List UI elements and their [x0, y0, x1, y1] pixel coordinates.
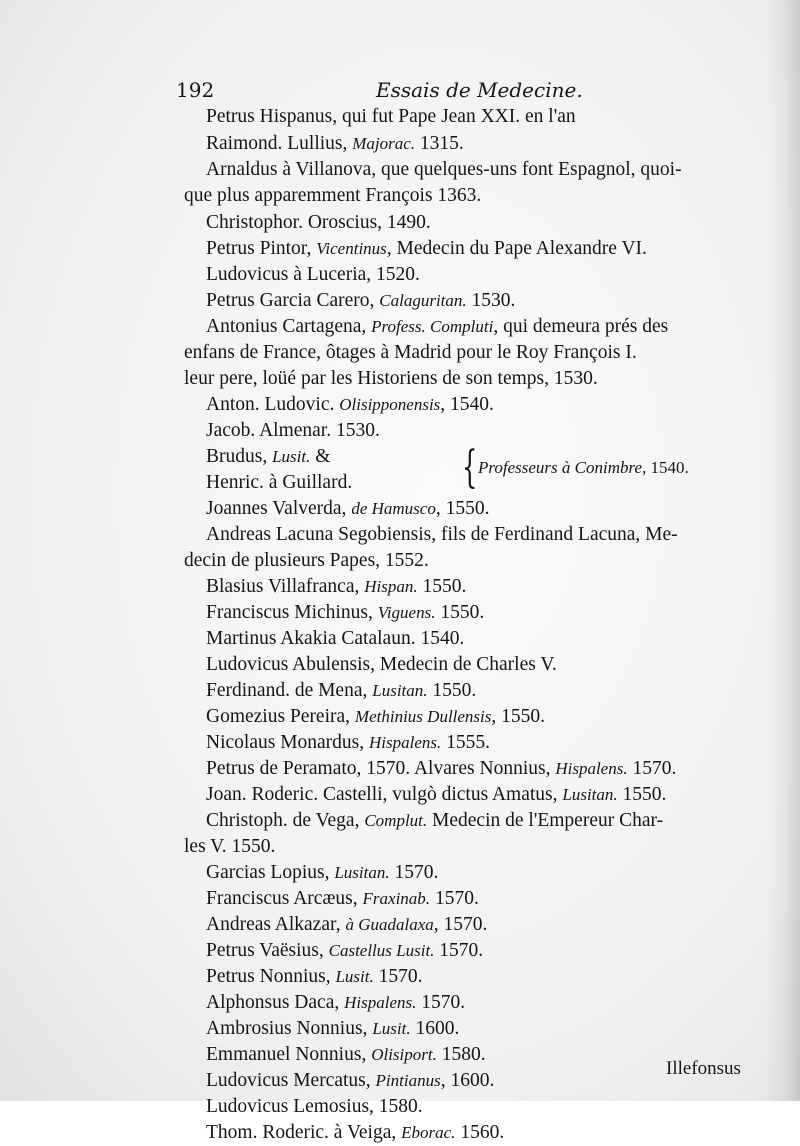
entry-line: [206, 912, 487, 938]
entry-text: 1570.: [627, 758, 677, 779]
entry-italic-text: de Hamusco: [351, 499, 436, 518]
entry-line: [206, 756, 676, 782]
entry-text: , 1540.: [440, 394, 494, 415]
bracket-italic: Professeurs à Conimbre: [478, 458, 643, 477]
entry-line: [206, 210, 431, 236]
running-title: Essais de Medecine.: [376, 78, 583, 102]
entry-italic-text: Calaguritan.: [379, 291, 467, 310]
page-number: 192: [176, 78, 215, 102]
entry-text: Franciscus Arcæus,: [206, 888, 363, 909]
entry-text: Nicolaus Monardus,: [206, 732, 370, 753]
bracket-suffix: , 1540.: [642, 458, 689, 477]
entry-line: [206, 522, 678, 548]
entry-italic-text: Methinius Dullensis: [354, 707, 492, 726]
entry-line: [184, 340, 637, 366]
entry-italic-text: Lusitan.: [562, 785, 618, 804]
entry-line: [206, 288, 515, 314]
entry-line: [206, 652, 557, 678]
entry-line: [206, 262, 420, 288]
entry-line: [206, 600, 484, 626]
entry-text: Anton. Ludovic.: [206, 394, 340, 415]
entry-text: Joan. Roderic. Castelli, vulgò dictus Amatus,: [206, 784, 563, 805]
entry-text: Franciscus Michinus,: [206, 602, 378, 623]
entry-text: Christophor. Oroscius, 1490.: [206, 212, 431, 233]
entry-text: 1550.: [617, 784, 667, 805]
entry-line: [206, 782, 666, 808]
entry-text: Thom. Roderic. à Veiga,: [206, 1122, 402, 1143]
entry-text: Petrus Garcia Carero,: [206, 290, 380, 311]
entry-text: Arnaldus à Villanova, que quelques-uns font Espagnol, quoi-: [206, 159, 682, 180]
brace-icon: {: [462, 442, 478, 493]
entry-text: Antonius Cartagena,: [206, 316, 372, 337]
entry-text: 1570.: [430, 888, 479, 909]
entry-text: Henric. à Guillard.: [206, 472, 353, 493]
entry-text: 1550.: [427, 680, 477, 701]
entry-text: Blasius Villafranca,: [206, 576, 365, 597]
entry-line: [206, 964, 423, 990]
entry-text: Martinus Akakia Catalaun. 1540.: [206, 628, 465, 649]
entry-line: [206, 314, 668, 340]
entry-text: Alphonsus Daca,: [206, 992, 345, 1013]
entry-text: leur pere, loüé par les Historiens de son temps, 1530.: [184, 368, 598, 389]
entry-line: [206, 1068, 494, 1094]
entry-line: [184, 366, 598, 392]
entry-text: 1315.: [415, 133, 464, 154]
entry-text: que plus apparemment François 1363.: [184, 185, 482, 206]
catchword: Illefonsus: [666, 1058, 741, 1079]
entry-line: [184, 834, 275, 860]
entry-text: 1555.: [441, 732, 491, 753]
entry-text: Petrus Nonnius,: [206, 966, 336, 987]
entry-text: Petrus Vaësius,: [206, 940, 329, 961]
entry-italic-text: Vicentinus: [316, 239, 387, 258]
entry-text: , qui demeura prés des: [493, 316, 669, 337]
entry-text: Joannes Valverda,: [206, 498, 352, 519]
entry-italic-text: Lusitan.: [372, 681, 428, 700]
entry-italic-text: Lusitan.: [334, 863, 390, 882]
entry-text: Ludovicus à Luceria, 1520.: [206, 264, 420, 285]
entry-line: [206, 938, 483, 964]
entry-text: 1530.: [466, 290, 516, 311]
entry-line: [206, 392, 494, 418]
entry-text: Medecin de l'Empereur Char-: [427, 810, 664, 831]
entry-line: [206, 574, 466, 600]
entry-text: Ludovicus Lemosius, 1580.: [206, 1096, 423, 1117]
entry-line: [206, 104, 576, 130]
entry-italic-text: Hispalens.: [369, 733, 442, 752]
entry-text: Andreas Alkazar,: [206, 914, 346, 935]
entry-text: Ludovicus Abulensis, Medecin de Charles V.: [206, 654, 557, 675]
entry-text: Petrus Hispanus, qui fut Pape Jean XXI. en l'an: [206, 106, 576, 127]
entry-text: &: [310, 446, 331, 467]
entry-text: Garcias Lopius,: [206, 862, 335, 883]
entry-line: [206, 1042, 486, 1068]
entry-line: [206, 990, 465, 1016]
entry-line: [206, 678, 476, 704]
entry-text: Ambrosius Nonnius,: [206, 1018, 373, 1039]
entry-line: [206, 886, 479, 912]
entry-text: enfans de France, ôtages à Madrid pour le Roy François I.: [184, 342, 637, 363]
entry-line: [206, 1016, 459, 1042]
entry-italic-text: Lusit.: [335, 967, 374, 986]
entry-italic-text: Hispalens.: [555, 759, 628, 778]
page-edge-shadow: [766, 0, 800, 1101]
bracket-label: [478, 458, 689, 478]
entry-text: Petrus de Peramato, 1570. Alvares Nonnius,: [206, 758, 556, 779]
entry-italic-text: Olisipponensis: [339, 395, 441, 414]
entry-line: [206, 470, 352, 496]
entry-text: Raimond. Lullius,: [206, 133, 353, 154]
entry-italic-text: à Guadalaxa: [345, 915, 434, 934]
entry-italic-text: Castellus Lusit.: [328, 941, 435, 960]
entry-line: [206, 1120, 504, 1146]
entry-italic-text: Fraxinab.: [362, 889, 431, 908]
entry-text: Ludovicus Mercatus,: [206, 1070, 376, 1091]
entry-text: , 1600.: [440, 1070, 495, 1091]
entry-italic-text: Profess. Compluti: [371, 317, 494, 336]
entry-text: 1580.: [436, 1044, 486, 1065]
entry-text: Gomezius Pereira,: [206, 706, 355, 727]
entry-italic-text: Lusit.: [372, 1019, 411, 1038]
entry-text: les V. 1550.: [184, 836, 276, 857]
entry-text: , 1570.: [433, 914, 488, 935]
entry-text: Andreas Lacuna Segobiensis, fils de Ferdinand Lacuna, Me-: [206, 524, 678, 545]
entry-text: Christoph. de Vega,: [206, 810, 365, 831]
entry-text: Jacob. Almenar. 1530.: [206, 420, 380, 441]
entry-italic-text: Majorac.: [352, 134, 416, 153]
entry-text: , Medecin du Pape Alexandre VI.: [386, 238, 647, 259]
entry-text: 1600.: [410, 1018, 460, 1039]
entry-text: Petrus Pintor,: [206, 238, 317, 259]
entry-line: [206, 860, 438, 886]
entry-text: Emmanuel Nonnius,: [206, 1044, 372, 1065]
entry-italic-text: Hispan.: [364, 577, 418, 596]
entry-italic-text: Complut.: [364, 811, 428, 830]
entry-line: [206, 808, 663, 834]
entry-text: Brudus,: [206, 446, 273, 467]
entry-line: [206, 418, 380, 444]
entry-italic-text: Hispalens.: [344, 993, 417, 1012]
entry-text: , 1550.: [491, 706, 546, 727]
entry-text: 1570.: [389, 862, 439, 883]
entry-text: 1570.: [373, 966, 423, 987]
entry-line: [206, 131, 464, 157]
entry-text: , 1550.: [435, 498, 490, 519]
entry-italic-text: Olisiport.: [371, 1045, 437, 1064]
entry-text: Ferdinand. de Mena,: [206, 680, 373, 701]
entry-line: [206, 626, 464, 652]
entry-italic-text: Eborac.: [401, 1123, 456, 1142]
entry-line: [184, 183, 481, 209]
entry-line: [206, 496, 489, 522]
entry-text: 1550.: [417, 576, 467, 597]
entry-italic-text: Viguens.: [377, 603, 436, 622]
entry-italic-text: Pintianus: [375, 1071, 441, 1090]
entry-text: 1550.: [435, 602, 485, 623]
entry-line: [206, 730, 490, 756]
entry-text: 1570.: [434, 940, 484, 961]
entry-line: [206, 444, 330, 470]
bracket-annotation: [462, 444, 762, 496]
entry-text: 1570.: [416, 992, 466, 1013]
entry-line: [206, 1094, 423, 1120]
entry-line: [206, 704, 545, 730]
entry-text: 1560.: [455, 1122, 505, 1143]
entry-text: decin de plusieurs Papes, 1552.: [184, 550, 429, 571]
entry-italic-text: Lusit.: [272, 447, 311, 466]
page-header: [176, 78, 736, 106]
entry-line: [206, 236, 647, 262]
entry-line: [206, 157, 682, 183]
entry-line: [184, 548, 429, 574]
